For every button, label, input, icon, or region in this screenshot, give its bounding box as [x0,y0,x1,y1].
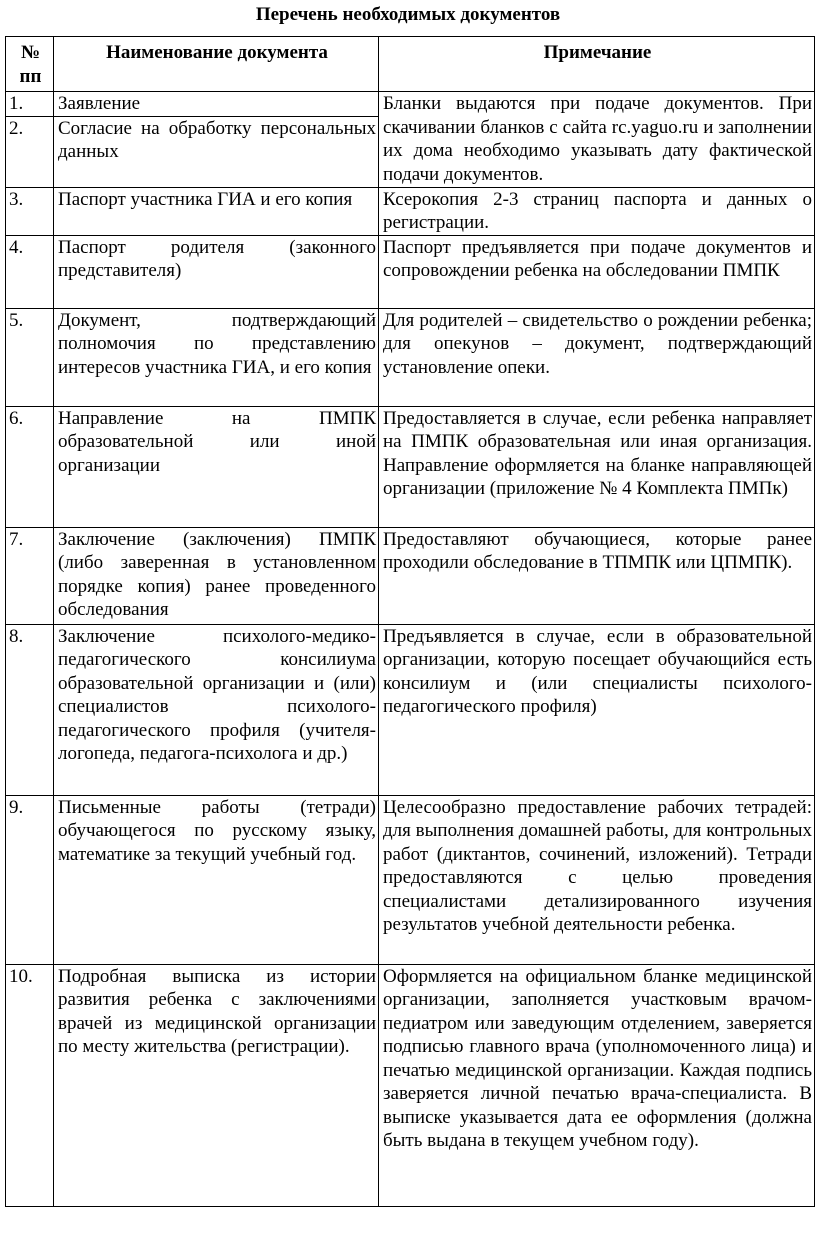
header-note: Примечание [379,37,815,92]
row-note: Предоставляется в случае, если ребенка направляет на ПМПК образовательная или иная организация. Направление оформляется на бланке направляющей организации (приложение № 4 Комплекта ПМПк) [379,406,815,527]
table-row [6,235,815,308]
row-note: Ксерокопия 2-3 страниц паспорта и данных о регистрации. [379,187,815,235]
header-name: Наименование документа [54,37,379,92]
row-note: Паспорт предъявляется при подаче документов и сопровождении ребенка на обследовании ПМПК [379,235,815,308]
row-doc-name: Заявление [54,92,379,117]
table-row [6,964,815,1206]
page-title: Перечень необходимых документов [255,4,561,25]
row-note: Для родителей – свидетельство о рождении ребенка; для опекунов – документ, подтверждающий установление опеки. [379,308,815,406]
row-doc-name: Паспорт родителя (законного представителя) [54,235,379,308]
row-note: Предоставляют обучающиеся, которые ранее проходили обследование в ТПМПК или ЦПМПК). [379,527,815,624]
row-note: Целесообразно предоставление рабочих тетрадей: для выполнения домашней работы, для контрольных работ (диктантов, сочинений, изложений). Тетради предоставляются с целью проведения специалистами детализированного изучения результатов учебной деятельности ребенка. [379,795,815,964]
row-num: 7. [6,527,54,624]
row-num: 5. [6,308,54,406]
row-doc-name: Заключение (заключения) ПМПК (либо заверенная в установленном порядке копия) ранее проведенного обследования [54,527,379,624]
row-note: Бланки выдаются при подаче документов. При скачивании бланков с сайта rc.yaguo.ru и заполнении их дома необходимо указывать дату фактической подачи документов. [379,92,815,188]
table-row [6,624,815,795]
row-num: 2. [6,116,54,187]
table-row [6,795,815,964]
table-row [6,308,815,406]
row-doc-name: Подробная выписка из истории развития ребенка с заключениями врачей из медицинской организации по месту жительства (регистрации). [54,964,379,1206]
row-doc-name: Согласие на обработку персональных данных [54,116,379,187]
row-note: Предъявляется в случае, если в образовательной организации, которую посещает обучающийся есть консилиум и (или специалисты психолого-педагогического профиля) [379,624,815,795]
row-num: 8. [6,624,54,795]
row-doc-name: Письменные работы (тетради) обучающегося по русскому языку, математике за текущий учебный год. [54,795,379,964]
row-doc-name: Направление на ПМПК образовательной или иной организации [54,406,379,527]
row-num: 4. [6,235,54,308]
table-row [6,92,815,117]
documents-table [5,36,815,1207]
row-num: 9. [6,795,54,964]
table-row [6,527,815,624]
header-num: № пп [6,37,54,92]
row-num: 3. [6,187,54,235]
row-doc-name: Документ, подтверждающий полномочия по представлению интересов участника ГИА, и его копия [54,308,379,406]
table-header-row [6,37,815,92]
table-row [6,406,815,527]
row-note: Оформляется на официальном бланке медицинской организации, заполняется участковым врачом-педиатром или заведующим отделением, заверяется подписью главного врача (уполномоченного лица) и печатью медицинской организации. Каждая подпись заверяется личной печатью врача-специалиста. В выписке указывается дата ее оформления (должна быть выдана в текущем учебном году). [379,964,815,1206]
row-num: 6. [6,406,54,527]
table-row [6,187,815,235]
row-doc-name: Паспорт участника ГИА и его копия [54,187,379,235]
row-num: 10. [6,964,54,1206]
row-doc-name: Заключение психолого-медико-педагогического консилиума образовательной организации и (или) специалистов психолого-педагогического профиля (учителя-логопеда, педагога-психолога и др.) [54,624,379,795]
row-num: 1. [6,92,54,117]
